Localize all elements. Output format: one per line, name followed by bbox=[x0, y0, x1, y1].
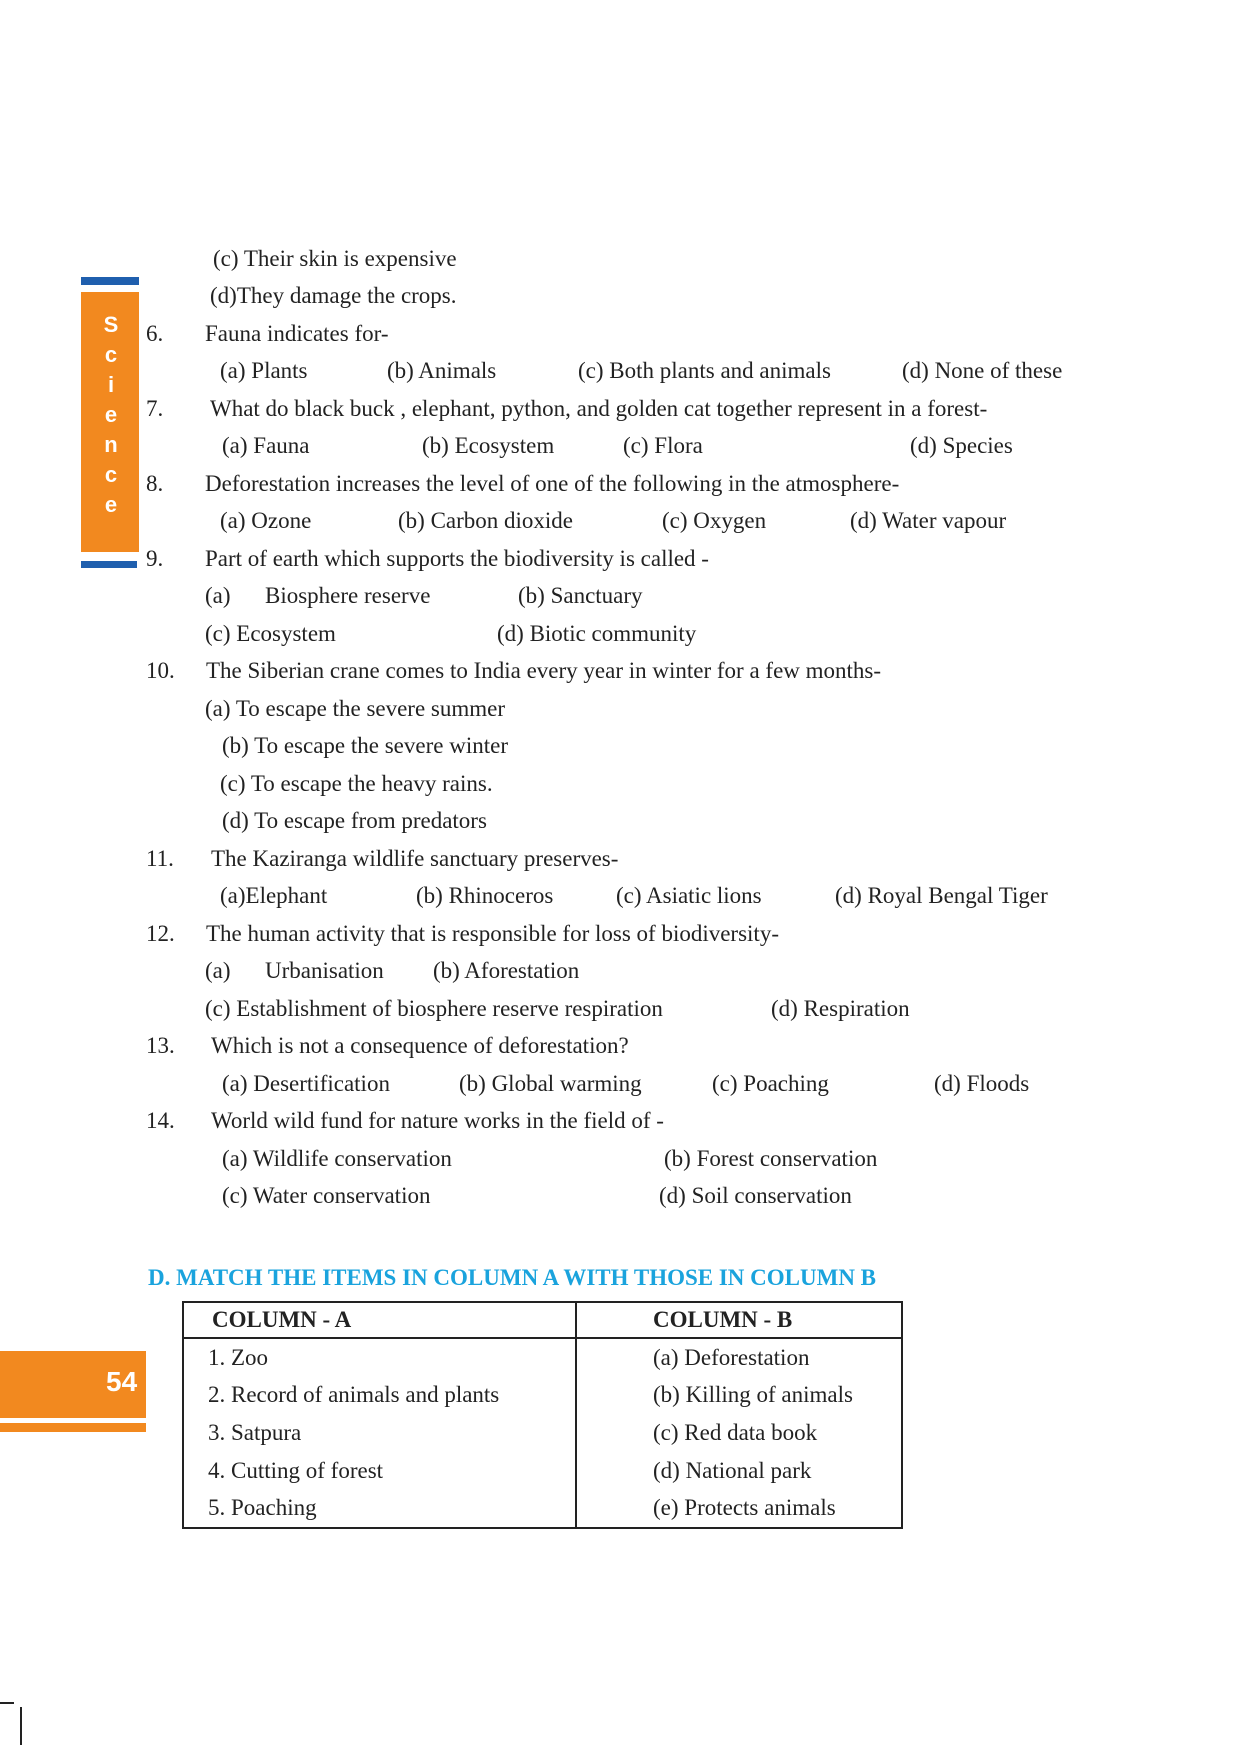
subject-letter: e bbox=[104, 402, 118, 427]
question-number: 7. bbox=[146, 396, 164, 421]
option-b: (b) To escape the severe winter bbox=[222, 733, 508, 758]
question-number: 8. bbox=[146, 471, 164, 496]
option-b: (b) Sanctuary bbox=[518, 583, 643, 608]
subject-letter: n bbox=[104, 432, 118, 457]
option-c: (c) Establishment of biosphere reserve respiration bbox=[205, 996, 663, 1021]
option-c: (c) Flora bbox=[623, 433, 703, 458]
option-d: (d) Biotic community bbox=[497, 621, 697, 646]
table-row bbox=[183, 1414, 902, 1452]
option-c: (c) Poaching bbox=[712, 1071, 829, 1096]
question-number: 6. bbox=[146, 321, 164, 346]
option-b: (b) Forest conservation bbox=[664, 1146, 878, 1171]
section-heading: D. MATCH THE ITEMS IN COLUMN A WITH THOSE IN COLUMN B bbox=[148, 1265, 877, 1290]
option-c: (c) To escape the heavy rains. bbox=[220, 771, 493, 796]
option-d: (d) Water vapour bbox=[850, 508, 1007, 533]
table-row bbox=[183, 1377, 902, 1415]
column-b-cell: (d) National park bbox=[653, 1457, 812, 1483]
option-c: (c) Ecosystem bbox=[205, 621, 336, 646]
option-a: (a)Elephant bbox=[220, 883, 328, 908]
option-a-label: (a) bbox=[205, 583, 231, 608]
subject-letter: i bbox=[107, 372, 115, 397]
question-number: 14. bbox=[146, 1108, 175, 1133]
table-row bbox=[183, 1338, 902, 1377]
column-b-cell: (c) Red data book bbox=[653, 1419, 818, 1445]
option-b: (b) Aforestation bbox=[433, 958, 580, 983]
crop-mark bbox=[20, 1707, 22, 1745]
option-a-label: (a) bbox=[205, 958, 231, 983]
sidebar-accent-top bbox=[81, 277, 139, 285]
option-d: (d) To escape from predators bbox=[222, 808, 487, 833]
question-text: Part of earth which supports the biodiversity is called - bbox=[205, 546, 709, 571]
table-row bbox=[183, 1452, 902, 1490]
option-d: (d) Floods bbox=[934, 1071, 1030, 1096]
question-number: 11. bbox=[146, 846, 174, 871]
option-b: (b) Global warming bbox=[459, 1071, 642, 1096]
question-text: The Siberian crane comes to India every year in winter for a few months- bbox=[206, 658, 882, 683]
page-number-bar bbox=[0, 1423, 146, 1432]
column-a-cell: 5. Poaching bbox=[183, 1489, 576, 1528]
column-a-cell: 3. Satpura bbox=[183, 1414, 576, 1452]
option-c: (c) Oxygen bbox=[662, 508, 767, 533]
option-d: (d) None of these bbox=[902, 358, 1063, 383]
option-a: (a) Ozone bbox=[220, 508, 312, 533]
question-text: Fauna indicates for- bbox=[205, 321, 389, 346]
question-text: Deforestation increases the level of one of the following in the atmosphere- bbox=[205, 471, 900, 496]
column-b-cell: (b) Killing of animals bbox=[653, 1382, 853, 1408]
column-a-header: COLUMN - A bbox=[183, 1302, 576, 1338]
option-a: (a) Fauna bbox=[222, 433, 310, 458]
option-a: (a) Desertification bbox=[222, 1071, 390, 1096]
option-a: Urbanisation bbox=[265, 958, 384, 983]
column-b-cell: (e) Protects animals bbox=[653, 1495, 836, 1521]
match-table bbox=[182, 1301, 903, 1529]
crop-mark bbox=[0, 1702, 14, 1704]
question-text: What do black buck , elephant, python, and golden cat together represent in a forest- bbox=[210, 396, 988, 421]
option-b: (b) Rhinoceros bbox=[416, 883, 554, 908]
column-a-cell: 2. Record of animals and plants bbox=[183, 1377, 576, 1415]
subject-letter: c bbox=[104, 462, 118, 487]
option-c: (c) Asiatic lions bbox=[616, 883, 762, 908]
option-c: (c) Water conservation bbox=[222, 1183, 431, 1208]
option-d: (d) Royal Bengal Tiger bbox=[835, 883, 1048, 908]
option-d: (d) Soil conservation bbox=[659, 1183, 852, 1208]
option-a: Biosphere reserve bbox=[265, 583, 431, 608]
question-number: 9. bbox=[146, 546, 164, 571]
question-number: 12. bbox=[146, 921, 175, 946]
question-text: The Kaziranga wildlife sanctuary preserves- bbox=[211, 846, 619, 871]
question-number: 13. bbox=[146, 1033, 175, 1058]
option-c: (c) Both plants and animals bbox=[578, 358, 831, 383]
option-d: (d) Respiration bbox=[771, 996, 910, 1021]
option-a: (a) Wildlife conservation bbox=[222, 1146, 452, 1171]
question-text: The human activity that is responsible for loss of biodiversity- bbox=[206, 921, 779, 946]
question-text: World wild fund for nature works in the field of - bbox=[211, 1108, 664, 1133]
option-c: (c) Their skin is expensive bbox=[213, 246, 457, 271]
column-a-cell: 1. Zoo bbox=[183, 1338, 576, 1377]
option-d: (d) Species bbox=[910, 433, 1013, 458]
table-header-row bbox=[183, 1302, 902, 1338]
column-a-cell: 4. Cutting of forest bbox=[183, 1452, 576, 1490]
page-number: 54 bbox=[106, 1366, 138, 1397]
option-a: (a) To escape the severe summer bbox=[205, 696, 506, 721]
subject-letter: S bbox=[103, 312, 119, 337]
option-b: (b) Ecosystem bbox=[422, 433, 555, 458]
option-a: (a) Plants bbox=[220, 358, 308, 383]
option-b: (b) Animals bbox=[387, 358, 497, 383]
column-b-cell: (a) Deforestation bbox=[653, 1344, 810, 1370]
subject-letter: e bbox=[104, 492, 118, 517]
subject-letter: c bbox=[104, 342, 118, 367]
option-b: (b) Carbon dioxide bbox=[398, 508, 574, 533]
column-b-header: COLUMN - B bbox=[576, 1302, 902, 1338]
question-number: 10. bbox=[146, 658, 175, 683]
table-row bbox=[183, 1489, 902, 1528]
question-text: Which is not a consequence of deforestation? bbox=[211, 1033, 629, 1058]
sidebar-accent-bottom bbox=[81, 561, 137, 568]
option-d: (d)They damage the crops. bbox=[210, 283, 457, 308]
